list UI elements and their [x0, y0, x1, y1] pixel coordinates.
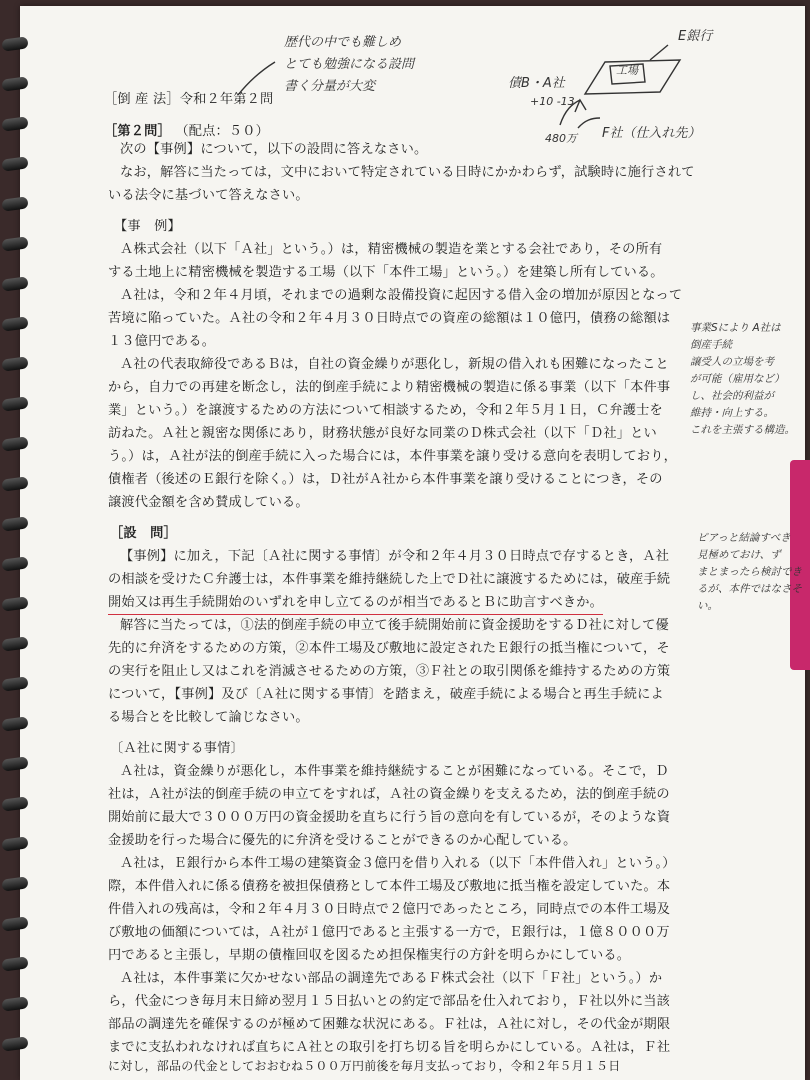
- note-line: 書く分量が大変: [284, 79, 376, 94]
- handwritten-margin-note-2: [697, 530, 802, 615]
- case-line: 譲渡代金額を含め賛成している。: [108, 495, 309, 510]
- intro-line: なお，解答に当たっては，文中において特定されている日時にかかわらず，試験時に施行されて: [120, 165, 695, 180]
- facts-line: び敷地の価額については，Ａ社が１億円であると主張する一方で，Ｅ銀行は，１億８０００万: [108, 925, 670, 940]
- facts-line: Ａ社は，Ｅ銀行から本件工場の建築資金３億円を借り入れる（以下「本件借入れ」という。）: [120, 856, 676, 871]
- diagram-amount: 480万: [545, 132, 577, 145]
- case-line: Ａ社の代表取締役であるＢは，自社の資金繰りが悪化し，新規の借入れも困難になったこと: [120, 357, 669, 372]
- handwritten-margin-note: [690, 320, 795, 439]
- diagram-factory-label: 工場: [616, 64, 638, 77]
- facts-line: Ａ社は，本件事業に欠かせない部品の調達先であるＦ株式会社（以下「Ｆ社」という。）か: [120, 971, 663, 986]
- case-line: １３億円である。: [108, 334, 216, 349]
- case-line: Ａ社は，令和２年４月頃，それまでの過剰な設備投資に起因する借入金の増加が原因となって: [120, 288, 683, 303]
- question-line: の実行を阻止し又はこれを消滅させるための方策，③Ｆ社との取引関係を維持するための方策: [108, 664, 671, 679]
- intro-line: 次の【事例】について，以下の設問に答えなさい。: [120, 142, 428, 157]
- case-line: する土地上に精密機械を製造する工場（以下「本件工場」という。）を建築し所有している。: [108, 265, 664, 280]
- note-line: 歴代の中でも難しめ: [284, 35, 402, 50]
- question-line: の相談を受けたＣ弁護士は，本件事業を維持継続した上でＤ社に譲渡するためには，破産手続: [108, 572, 671, 587]
- facts-line: 部品の調達先を確保するのが極めて困難な状況にある。Ｆ社は，Ａ社に対し，その代金が期限: [108, 1017, 671, 1032]
- question-line: 【事例】に加え，下記〔Ａ社に関する事情〕が令和２年４月３０日時点で存するとき，Ａ社: [120, 549, 670, 564]
- case-line: 苦境に陥っていた。Ａ社の令和２年４月３０日時点での資産の総額は１０億円，債務の総額は: [108, 311, 671, 326]
- case-line: Ａ株式会社（以下「Ａ社」という。）は，精密機械の製造を業とする会社であり，その所有: [120, 242, 663, 257]
- note-line: るが、本件ではなさそ: [697, 583, 802, 595]
- handwritten-top-note: [284, 32, 414, 98]
- question-heading: ［設 問］: [110, 526, 177, 541]
- facts-heading: 〔Ａ社に関する事情〕: [110, 741, 244, 756]
- question-line: 解答に当たっては，①法的倒産手続の申立て後手続開始前に資金援助をするＤ社に対して優: [120, 618, 669, 633]
- case-line: 債権者（後述のＥ銀行を除く。）は，Ｄ社がＡ社から本件事業を譲り受けることにつき，その: [108, 472, 663, 487]
- facts-line-text: に対し，部品の代金としておおむね５００万円前後を毎月支払っており，令和２年５月１５日: [108, 1059, 621, 1073]
- diagram-debtor-label: 債B・A社: [508, 76, 565, 91]
- case-line: 訪ねた。Ａ社と親密な関係にあり，財務状態が良好な同業のＤ株式会社（以下「Ｄ社」とい: [108, 426, 657, 441]
- facts-line: 開始前に最大で３０００万円の資金援助を直ちに行う旨の意向を有しているが，そのような資: [108, 810, 671, 825]
- note-line: 譲受人の立場を考: [690, 356, 774, 368]
- facts-line: 円であると主張し，早期の債権回収を図るため担保権実行の方針を明らかにしている。: [108, 948, 631, 963]
- note-line: とても勉強になる設問: [284, 57, 415, 72]
- note-line: い。: [697, 600, 718, 612]
- document-header: ［倒 産 法］令和２年第２問: [104, 92, 274, 107]
- question-number: ［第２問］: [104, 124, 171, 139]
- facts-line: 件借入れの残高は，令和２年４月３０日時点で２億円であったところ，同時点での本件工場及: [108, 902, 671, 917]
- facts-line: ら，代金につき毎月末日締め翌月１５日払いとの約定で部品を仕入れており，Ｆ社以外に当該: [108, 994, 671, 1009]
- question-line: る場合とを比較して論じなさい。: [108, 710, 309, 725]
- facts-line: 金援助を行った場合に優先的に弁済を受けることができるのか心配している。: [108, 833, 577, 848]
- case-heading: 【事 例】: [114, 219, 181, 234]
- note-line: まとまったら検討でき: [697, 566, 802, 578]
- note-line: 維持・向上する。: [690, 407, 774, 419]
- note-line: 事業Sにより A社は: [690, 322, 781, 334]
- case-line: 業」という。）を譲渡するための方法について相談するため，令和２年５月１日，Ｃ弁護士を: [108, 403, 663, 418]
- note-line: が可能（雇用など）: [690, 373, 785, 385]
- note-line: これを主張する構造。: [690, 424, 795, 436]
- question-line-highlighted: 開始又は再生手続開始のいずれを申し立てるのが相当であるとＢに助言すべきか。: [108, 591, 603, 615]
- facts-line: までに支払われなければ直ちにＡ社との取引を打ち切る旨を明らかにしている。Ａ社は，Ｆ社: [108, 1040, 671, 1055]
- question-line: 先的に弁済をするための方策，②本件工場及び敷地に設定されたＥ銀行の抵当権について，そ: [108, 641, 670, 656]
- diagram-numbers: +10 -13: [530, 95, 575, 108]
- note-line: 倒産手続: [690, 339, 732, 351]
- note-line: ピアっと結論すべき: [697, 532, 791, 544]
- facts-line: 社は，Ａ社が法的倒産手続の申立てをすれば，Ａ社の資金繰りを支えるため，法的倒産手続の: [108, 787, 670, 802]
- question-points: （配点：５０）: [175, 124, 270, 139]
- note-line: し、社会的利益が: [690, 390, 774, 402]
- case-line: う。）は，Ａ社が法的倒産手続に入った場合には，本件事業を譲り受ける意向を表明しており，: [108, 449, 678, 464]
- diagram-supplier-label: F社（仕入れ先）: [602, 126, 701, 141]
- note-line: 見極めておけ、ず: [697, 549, 781, 561]
- intro-line: いる法令に基づいて答えなさい。: [108, 188, 309, 203]
- facts-line: Ａ社は，資金繰りが悪化し，本件事業を維持継続することが困難になっている。そこで，Ｄ: [120, 764, 669, 779]
- case-line: から，自力での再建を断念し，法的倒産手続により精密機械の製造に係る事業（以下「本件事: [108, 380, 671, 395]
- diagram-bank-label: E銀行: [678, 29, 713, 44]
- facts-line: [108, 1056, 620, 1076]
- facts-line: 際，本件借入れに係る債務を被担保債務として本件工場及び敷地に抵当権を設定していた。本: [108, 879, 671, 894]
- question-line: について，【事例】及び〔Ａ社に関する事情〕を踏まえ，破産手続による場合と再生手続によ: [108, 687, 664, 702]
